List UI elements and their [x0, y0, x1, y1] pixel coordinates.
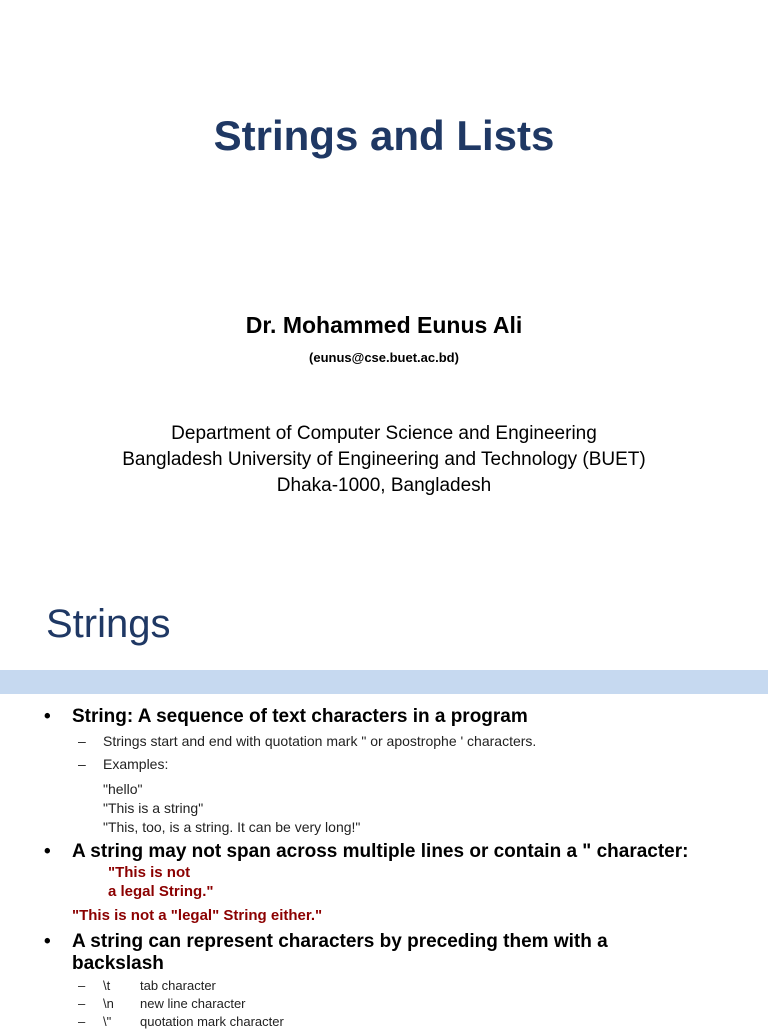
affiliation-university: Bangladesh University of Engineering and Technology (BUET): [122, 449, 646, 470]
dash: –: [78, 756, 86, 772]
bullet-text: String: A sequence of text characters in a program: [72, 706, 528, 727]
sub-text: Strings start and end with quotation mark " or apostrophe ' characters.: [103, 733, 537, 749]
escape-code: \n: [103, 996, 114, 1011]
bullet-dot: •: [44, 706, 51, 727]
illegal-example-line1: "This is not: [108, 864, 191, 881]
bullet-string-definition: [0, 706, 768, 728]
slide-title: Strings and Lists: [213, 112, 555, 159]
affiliation-department: Department of Computer Science and Engineering: [171, 423, 597, 444]
bullet-escape-sequences: [0, 931, 768, 975]
strings-slide: [0, 576, 768, 1029]
example-item: "hello": [103, 781, 143, 797]
title-band: [0, 670, 768, 694]
illegal-example-line2: a legal String.": [108, 883, 214, 900]
sub-examples: [0, 756, 768, 773]
bullet-text: A string can represent characters by preceding them with a: [72, 931, 608, 952]
strings-slide-title: Strings: [46, 602, 171, 646]
affiliation-city: Dhaka-1000, Bangladesh: [276, 475, 492, 496]
bullet-single-line-rule: [0, 841, 768, 863]
bullet-text: A string may not span across multiple lines or contain a " character:: [72, 841, 689, 862]
example-list: [0, 780, 768, 837]
author-email: (eunus@cse.buet.ac.bd): [309, 350, 459, 365]
escape-code: \": [103, 1014, 112, 1029]
escape-desc: tab character: [140, 978, 216, 993]
escape-list: [0, 977, 768, 1031]
escape-desc: quotation mark character: [140, 1014, 284, 1029]
escape-tab: [0, 977, 768, 995]
escape-newline: [0, 995, 768, 1013]
escape-quote: [0, 1013, 768, 1031]
dash: –: [78, 733, 86, 749]
escape-desc: new line character: [140, 996, 246, 1011]
sub-text: Examples:: [103, 756, 169, 772]
affiliation: [0, 421, 768, 499]
dash: –: [78, 996, 86, 1011]
bullet-dot: •: [44, 841, 51, 862]
dash: –: [78, 978, 86, 993]
author-name: Dr. Mohammed Eunus Ali: [245, 312, 523, 338]
slide-body: [0, 706, 768, 1031]
bullet-text-cont: backslash: [72, 953, 164, 974]
sub-quotation-rule: [0, 733, 768, 750]
example-item: "This is a string": [103, 800, 204, 816]
illegal-example-2: "This is not a "legal" String either.": [72, 907, 323, 924]
example-item: "This, too, is a string. It can be very long!": [103, 819, 361, 835]
dash: –: [78, 1014, 86, 1029]
escape-code: \t: [103, 978, 111, 993]
bullet-dot: •: [44, 931, 51, 952]
